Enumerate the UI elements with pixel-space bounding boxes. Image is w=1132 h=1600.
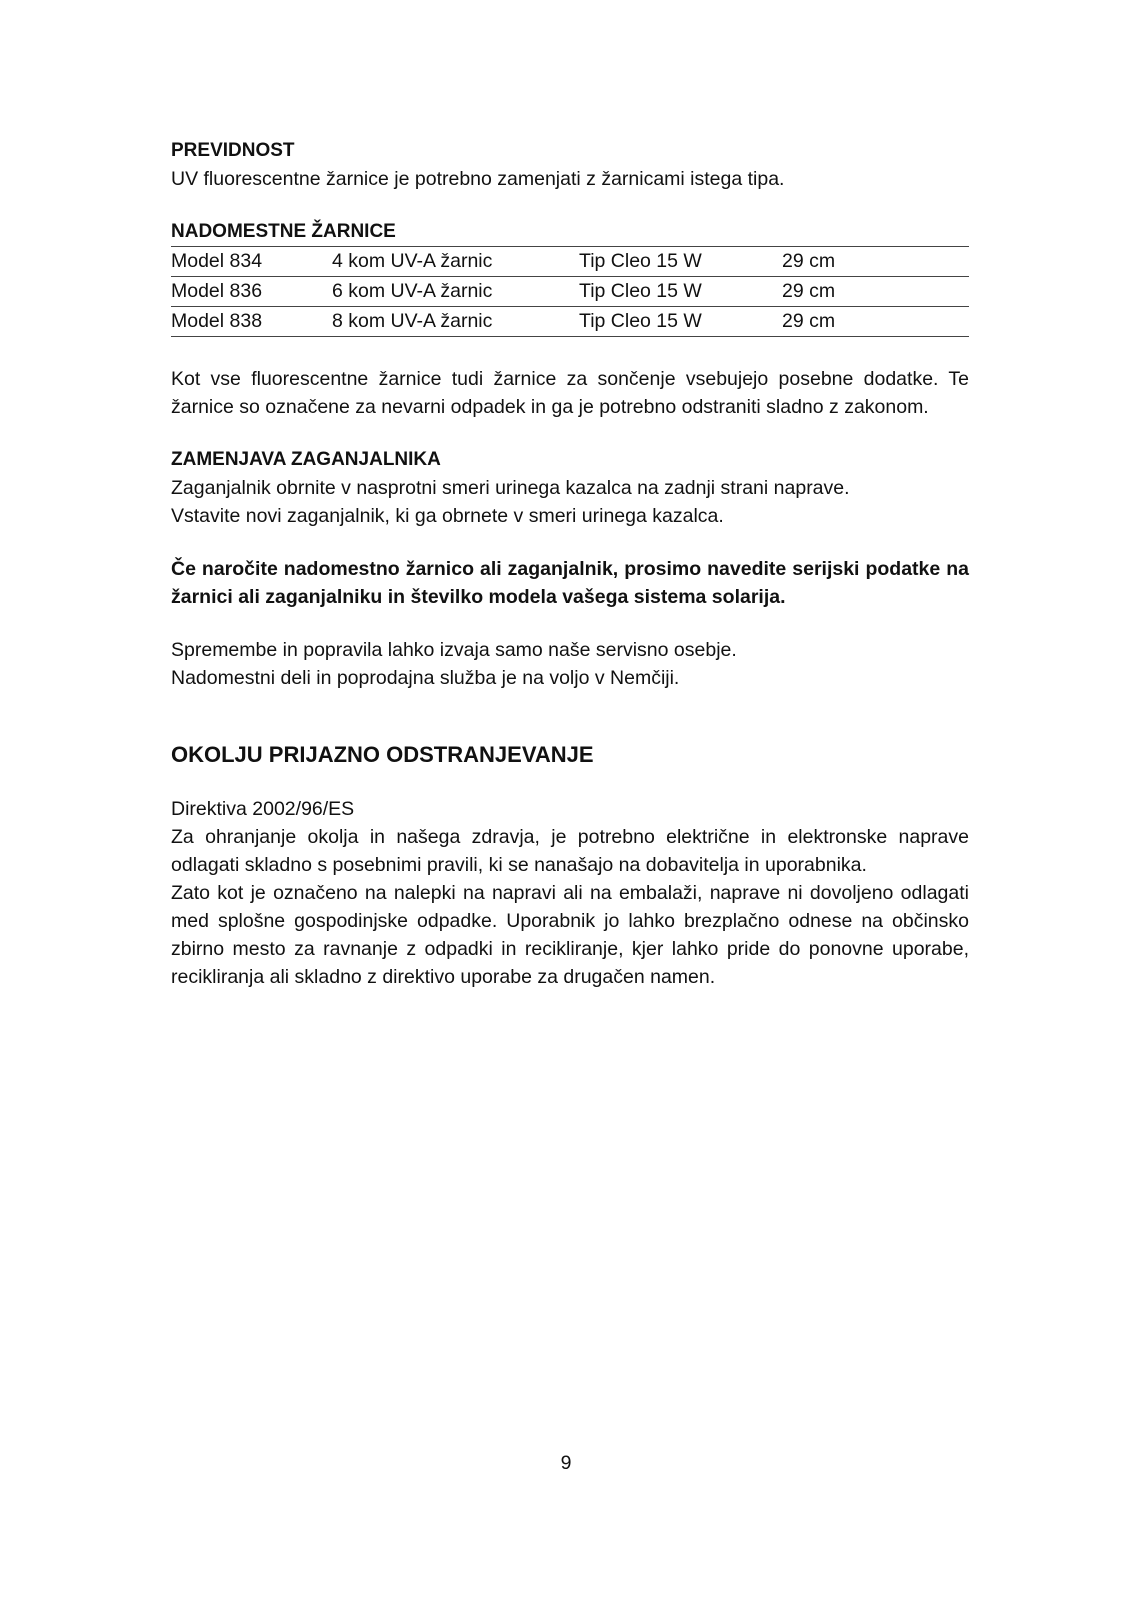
table-row [171, 277, 969, 307]
order-note: Če naročite nadomestno žarnico ali zaganjalnik, prosimo navedite serijski podatke na žarnici ali zaganjalniku in številko modela vašega sistema solarija. [171, 558, 969, 608]
caution-text: UV fluorescentne žarnice je potrebno zamenjati z žarnicami istega tipa. [171, 168, 785, 190]
table-row [171, 307, 969, 337]
service-line-1: Spremembe in popravila lahko izvaja samo naše servisno osebje. [171, 639, 737, 661]
service-line-2: Nadomestni deli in poprodajna služba je na voljo v Nemčiji. [171, 667, 680, 689]
lamp-length-cell: 29 cm [782, 307, 969, 337]
lamp-type-cell: Tip Cleo 15 W [579, 277, 782, 307]
environment-title: OKOLJU PRIJAZNO ODSTRANJEVANJE [171, 742, 594, 767]
lamp-count-cell: 4 kom UV-A žarnic [332, 247, 579, 277]
directive-reference: Direktiva 2002/96/ES [171, 798, 355, 820]
lamp-length-cell: 29 cm [782, 247, 969, 277]
disposal-note: Kot vse fluorescentne žarnice tudi žarnice za sončenje vsebujejo posebne dodatke. Te žarnice so označene za nevarni odpadek in ga je potrebno odstraniti sladno z zakonom. [171, 368, 969, 418]
page-content [171, 137, 969, 991]
lamp-count-cell: 8 kom UV-A žarnic [332, 307, 579, 337]
starter-line-2: Vstavite novi zaganjalnik, ki ga obrnete v smeri urinega kazalca. [171, 505, 724, 527]
lamp-type-cell: Tip Cleo 15 W [579, 247, 782, 277]
lamp-length-cell: 29 cm [782, 277, 969, 307]
replacement-lamps-heading: NADOMESTNE ŽARNICE [171, 221, 396, 242]
lamp-model-cell: Model 834 [171, 247, 332, 277]
lamp-model-cell: Model 836 [171, 277, 332, 307]
starter-line-1: Zaganjalnik obrnite v nasprotni smeri urinega kazalca na zadnji strani naprave. [171, 477, 850, 499]
lamp-count-cell: 6 kom UV-A žarnic [332, 277, 579, 307]
replacement-lamps-table [171, 246, 969, 337]
page-number: 9 [560, 1452, 572, 1474]
lamp-type-cell: Tip Cleo 15 W [579, 307, 782, 337]
starter-heading: ZAMENJAVA ZAGANJALNIKA [171, 449, 441, 470]
lamp-model-cell: Model 838 [171, 307, 332, 337]
environment-paragraph-2: Zato kot je označeno na nalepki na napravi ali na embalaži, naprave ni dovoljeno odlagati med splošne gospodinjske odpadke. Uporabnik jo lahko brezplačno odnese na občinsko zbirno mesto za ravnanje z odpadki in recikliranje, kjer lahko pride do ponovne uporabe, recikliranja ali skladno z direktivo uporabe za drugačen namen. [171, 882, 969, 988]
table-row [171, 247, 969, 277]
caution-heading: PREVIDNOST [171, 140, 295, 161]
environment-paragraph-1: Za ohranjanje okolja in našega zdravja, je potrebno električne in elektronske naprave odlagati skladno s posebnimi pravili, ki se nanašajo na dobavitelja in uporabnika. [171, 826, 969, 876]
